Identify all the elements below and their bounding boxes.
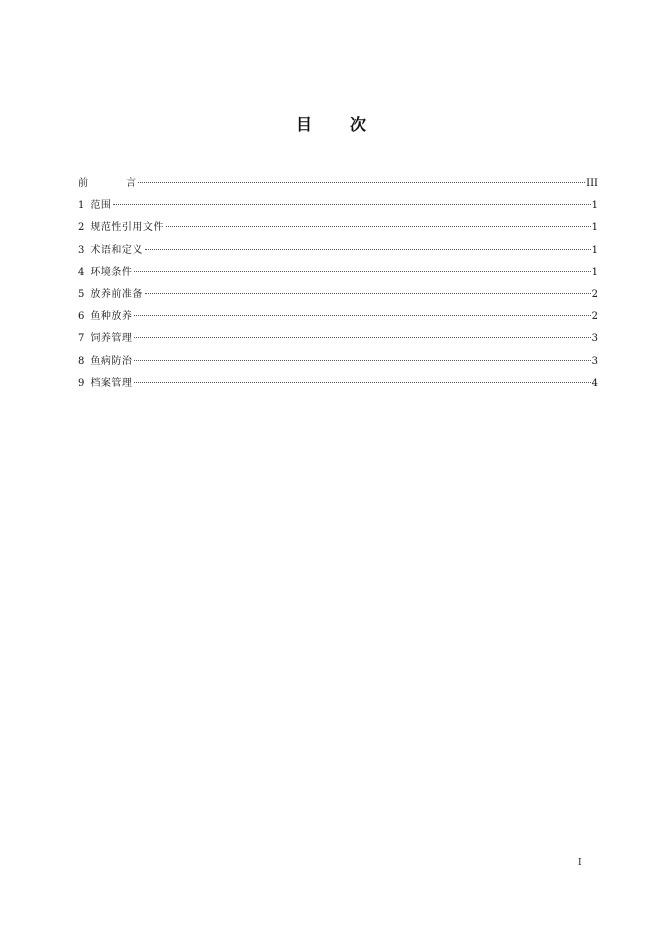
toc-title-char-1: 目 [295, 115, 312, 134]
toc-leader-dots [134, 315, 590, 316]
toc-leader-dots [138, 182, 585, 183]
toc-leader-dots [166, 226, 591, 227]
toc-entry-records[interactable] [78, 373, 598, 395]
toc-leader-dots [113, 204, 590, 205]
toc-entry-label: 前 言 [78, 178, 136, 189]
page-number: I [578, 858, 582, 868]
toc-entry-number: 5 [78, 288, 85, 300]
toc-entry-normative-references[interactable] [78, 217, 598, 239]
toc-entry-page: 1 [591, 244, 598, 256]
toc-leader-dots [134, 271, 590, 272]
toc-entry-foreword[interactable] [78, 173, 598, 195]
toc-entry-label: 档案管理 [90, 377, 133, 389]
toc-entry-environment[interactable] [78, 262, 598, 284]
toc-leader-dots [134, 337, 590, 338]
toc-entry-label: 规范性引用文件 [90, 222, 164, 234]
toc-entry-number: 6 [78, 311, 85, 323]
toc-entry-number: 3 [78, 244, 85, 256]
toc-entry-page: 4 [591, 377, 598, 389]
toc-entry-number: 4 [78, 266, 85, 278]
toc-leader-dots [145, 293, 591, 294]
toc-entry-page: III [586, 178, 598, 189]
toc-entry-page: 3 [591, 333, 598, 345]
toc-entry-label: 范围 [90, 200, 112, 212]
toc-entry-feeding[interactable] [78, 328, 598, 350]
toc-entry-number: 1 [78, 200, 85, 212]
toc-entry-scope[interactable] [78, 195, 598, 217]
toc-entry-page: 3 [591, 355, 598, 367]
toc-entry-label: 鱼种放养 [90, 311, 133, 323]
toc-entry-number: 8 [78, 355, 85, 367]
toc-leader-dots [145, 249, 591, 250]
toc-entry-label: 环境条件 [90, 266, 133, 278]
toc-title-char-2: 次 [350, 115, 367, 134]
toc-entry-label: 放养前准备 [90, 288, 143, 300]
toc-leader-dots [134, 360, 590, 361]
toc-leader-dots [134, 382, 590, 383]
toc-entry-page: 1 [591, 266, 598, 278]
toc-entry-preparation[interactable] [78, 284, 598, 306]
toc-entry-page: 2 [591, 288, 598, 300]
toc-entry-label: 鱼病防治 [90, 355, 133, 367]
toc-entry-stocking[interactable] [78, 306, 598, 328]
toc-entry-number: 2 [78, 222, 85, 234]
toc-entry-page: 1 [591, 200, 598, 212]
toc-list [78, 173, 598, 395]
toc-entry-terms-definitions[interactable] [78, 240, 598, 262]
toc-entry-page: 1 [591, 222, 598, 234]
toc-title [0, 114, 662, 136]
toc-entry-number: 9 [78, 377, 85, 389]
toc-entry-number: 7 [78, 333, 85, 345]
toc-entry-disease-control[interactable] [78, 351, 598, 373]
toc-entry-label: 术语和定义 [90, 244, 143, 256]
toc-entry-page: 2 [591, 311, 598, 323]
toc-entry-label: 饲养管理 [90, 333, 133, 345]
